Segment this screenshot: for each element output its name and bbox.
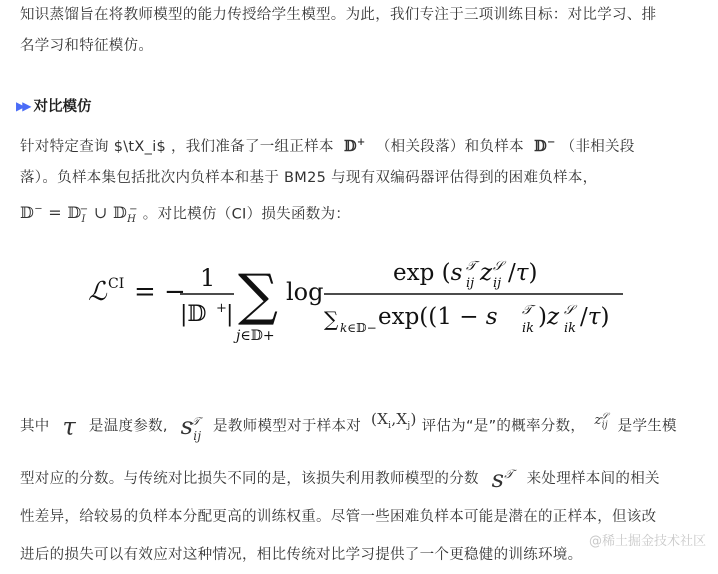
intro-paragraph: 知识蒸馏旨在将教师模型的能力传授给学生模型。为此，我们专注于三项训练目标：对比学习、排 名学习和特征模仿。 — [20, 7, 657, 54]
svg-text:ik: ik — [564, 321, 577, 336]
section-heading: ▶▶ 对比模仿 — [16, 98, 92, 115]
svg-text:𝒯: 𝒯 — [466, 259, 476, 274]
student-score-symbol: $z_{ij}^𝒮$ — [590, 412, 609, 431]
teacher-score-symbol: $s_{ij}^𝒯$ — [172, 412, 202, 444]
svg-text:exp (s: exp (s — [393, 260, 463, 286]
svg-text:∑: ∑ — [324, 307, 339, 331]
svg-text:ij: ij — [493, 276, 502, 291]
svg-text:∑: ∑ — [238, 263, 278, 328]
svg-text:ij: ij — [466, 276, 475, 291]
tau-symbol: τ — [54, 412, 84, 441]
svg-text:log: log — [286, 278, 324, 306]
svg-text:ℒ: ℒ — [88, 277, 107, 307]
svg-text:1: 1 — [200, 264, 216, 292]
play-triangle-icon: ▶▶ — [16, 98, 29, 113]
svg-text:exp((1 − s: exp((1 − s — [378, 304, 498, 330]
svg-text:𝒮: 𝒮 — [493, 259, 504, 274]
svg-text:|𝔻: |𝔻 — [180, 302, 207, 327]
svg-text:z: z — [480, 260, 493, 286]
svg-text:/τ): /τ) — [580, 304, 610, 330]
explanation-paragraph: 其中 τ 是温度参数, $s_{ij}^𝒯$ 是教师模型对于样本对 $(X_i,X_j)$ 评估为“是”的概率分数， $z_{ij}^𝒮$ 是学生模 型对应的分数。与传统对比损失不同的是，该损失利用教师模型的分数 $s^𝒯$ 来处理样本间的相关 性差异，给较易的负样本分配更高的训练权重。尽管一些困难负样本可能是潜在的正样本，但该改 进后的损失可以有效应对这种情况，相比传统对比学习提供了一个更稳健的训练环境。 — [20, 410, 677, 564]
svg-text:)z: )z — [538, 304, 560, 330]
svg-text:ik: ik — [522, 321, 535, 336]
negative-set-symbol: 𝔻− — [528, 137, 556, 155]
contrastive-paragraph: 针对特定查询 $\tX_i$ ，我们准备了一组正样本 𝔻+ （相关段落）和负样本 𝔻− （非相关段 落）。负样本集包括批次内负样本和基于 BM25 与现有双编码器评估得到的困难负样本， 𝔻− = 𝔻$_I$− ∪ 𝔻$_H$− 。对比模仿（CI）损失函数为： — [20, 137, 635, 226]
positive-set-symbol: 𝔻+ — [338, 137, 366, 155]
svg-text:+: + — [216, 301, 227, 316]
teacher-score-s-symbol: $s^𝒯$ — [483, 465, 514, 494]
svg-text:/τ): /τ) — [508, 260, 538, 286]
ci-loss-formula — [88, 248, 648, 348]
svg-text:j∈𝔻+: j∈𝔻+ — [236, 328, 275, 344]
svg-text:k∈𝔻−: k∈𝔻− — [340, 321, 377, 335]
watermark: @稀土掘金技术社区 — [588, 534, 706, 549]
svg-text:𝒮: 𝒮 — [564, 303, 575, 318]
svg-text:|: | — [226, 302, 234, 327]
svg-text:= −: = − — [134, 277, 186, 307]
svg-text:CI: CI — [108, 276, 125, 292]
sample-pair-symbol: $(X_i,X_j)$ — [365, 410, 417, 432]
negative-set-definition: 𝔻− = 𝔻$_I$− ∪ 𝔻$_H$− — [20, 203, 138, 226]
svg-text:𝒯: 𝒯 — [522, 303, 532, 318]
